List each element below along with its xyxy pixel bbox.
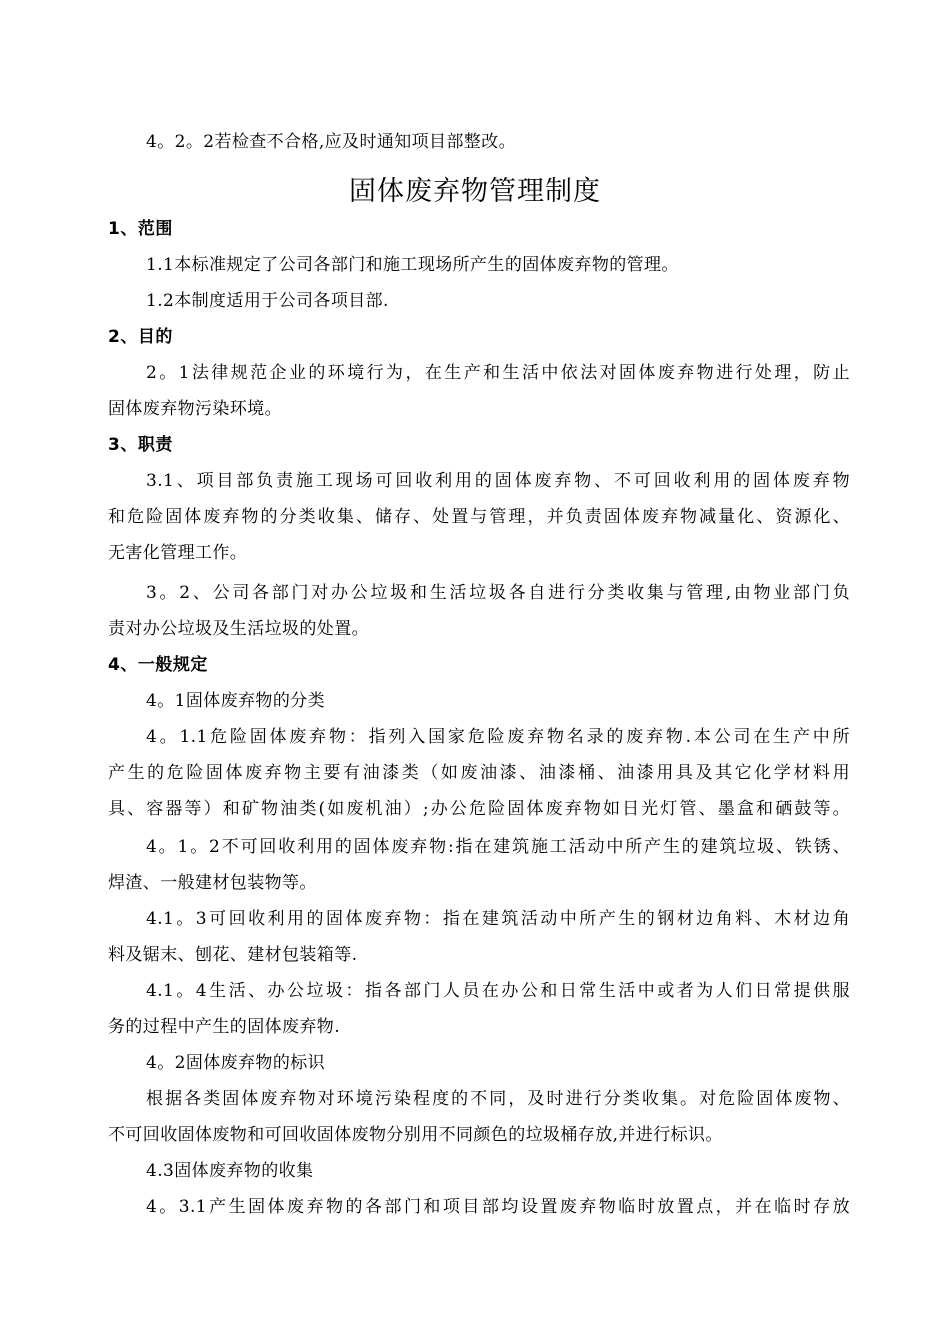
section-heading-purpose: 2、目的 <box>108 327 173 347</box>
paragraph-line: 4。1.1危险固体废弃物：指列入国家危险废弃物名录的废弃物.本公司在生产中所 <box>146 727 850 747</box>
paragraph-line: 产生的危险固体废弃物主要有油漆类（如废油漆、油漆桶、油漆用具及其它化学材料用 <box>108 763 850 783</box>
section-heading-general-rules: 4、一般规定 <box>108 655 208 675</box>
paragraph-line: 4。3.1产生固体废弃物的各部门和项目部均设置废弃物临时放置点，并在临时存放 <box>146 1197 850 1217</box>
paragraph-line: 责对办公垃圾及生活垃圾的处置。 <box>108 619 369 639</box>
paragraph-line: 4.3固体废弃物的收集 <box>146 1161 314 1181</box>
paragraph-line: 具、容器等）和矿物油类(如废机油）;办公危险固体废弃物如日光灯管、墨盒和硒鼓等。 <box>108 799 850 819</box>
paragraph-line: 4。2固体废弃物的标识 <box>146 1053 326 1073</box>
paragraph-line: 1.2本制度适用于公司各项目部. <box>146 291 389 311</box>
paragraph-line: 3。2、公司各部门对办公垃圾和生活垃圾各自进行分类收集与管理,由物业部门负 <box>146 583 850 603</box>
paragraph-line: 务的过程中产生的固体废弃物. <box>108 1017 341 1037</box>
paragraph-line: 4。1。2不可回收利用的固体废弃物:指在建筑施工活动中所产生的建筑垃圾、铁锈、 <box>146 837 850 857</box>
paragraph-line: 4。1固体废弃物的分类 <box>146 691 326 711</box>
document-title: 固体废弃物管理制度 <box>349 176 601 207</box>
paragraph-line: 3.1、项目部负责施工现场可回收利用的固体废弃物、不可回收利用的固体废弃物 <box>146 471 850 491</box>
paragraph-line: 4。2。2若检查不合格,应及时通知项目部整改。 <box>146 132 517 152</box>
paragraph-line: 根据各类固体废弃物对环境污染程度的不同，及时进行分类收集。对危险固体废物、 <box>146 1089 850 1109</box>
paragraph-line: 不可回收固体废物和可回收固体废物分别用不同颜色的垃圾桶存放,并进行标识。 <box>108 1125 723 1145</box>
paragraph-line: 4.1。3可回收利用的固体废弃物：指在建筑活动中所产生的钢材边角料、木材边角 <box>146 909 850 929</box>
paragraph-line: 4.1。4生活、办公垃圾：指各部门人员在办公和日常生活中或者为人们日常提供服 <box>146 981 850 1001</box>
paragraph-line: 焊渣、一般建材包装物等。 <box>108 873 317 893</box>
paragraph-line: 2。1法律规范企业的环境行为，在生产和生活中依法对固体废弃物进行处理，防止 <box>146 363 850 383</box>
paragraph-line: 料及锯末、刨花、建材包装箱等. <box>108 945 358 965</box>
paragraph-line: 和危险固体废弃物的分类收集、储存、处置与管理，并负责固体废弃物减量化、资源化、 <box>108 507 850 527</box>
paragraph-line: 1.1本标准规定了公司各部门和施工现场所产生的固体废弃物的管理。 <box>146 255 679 275</box>
paragraph-line: 固体废弃物污染环境。 <box>108 399 282 419</box>
section-heading-scope: 1、范围 <box>108 219 173 239</box>
paragraph-line: 无害化管理工作。 <box>108 543 248 563</box>
section-heading-duties: 3、职责 <box>108 435 173 455</box>
